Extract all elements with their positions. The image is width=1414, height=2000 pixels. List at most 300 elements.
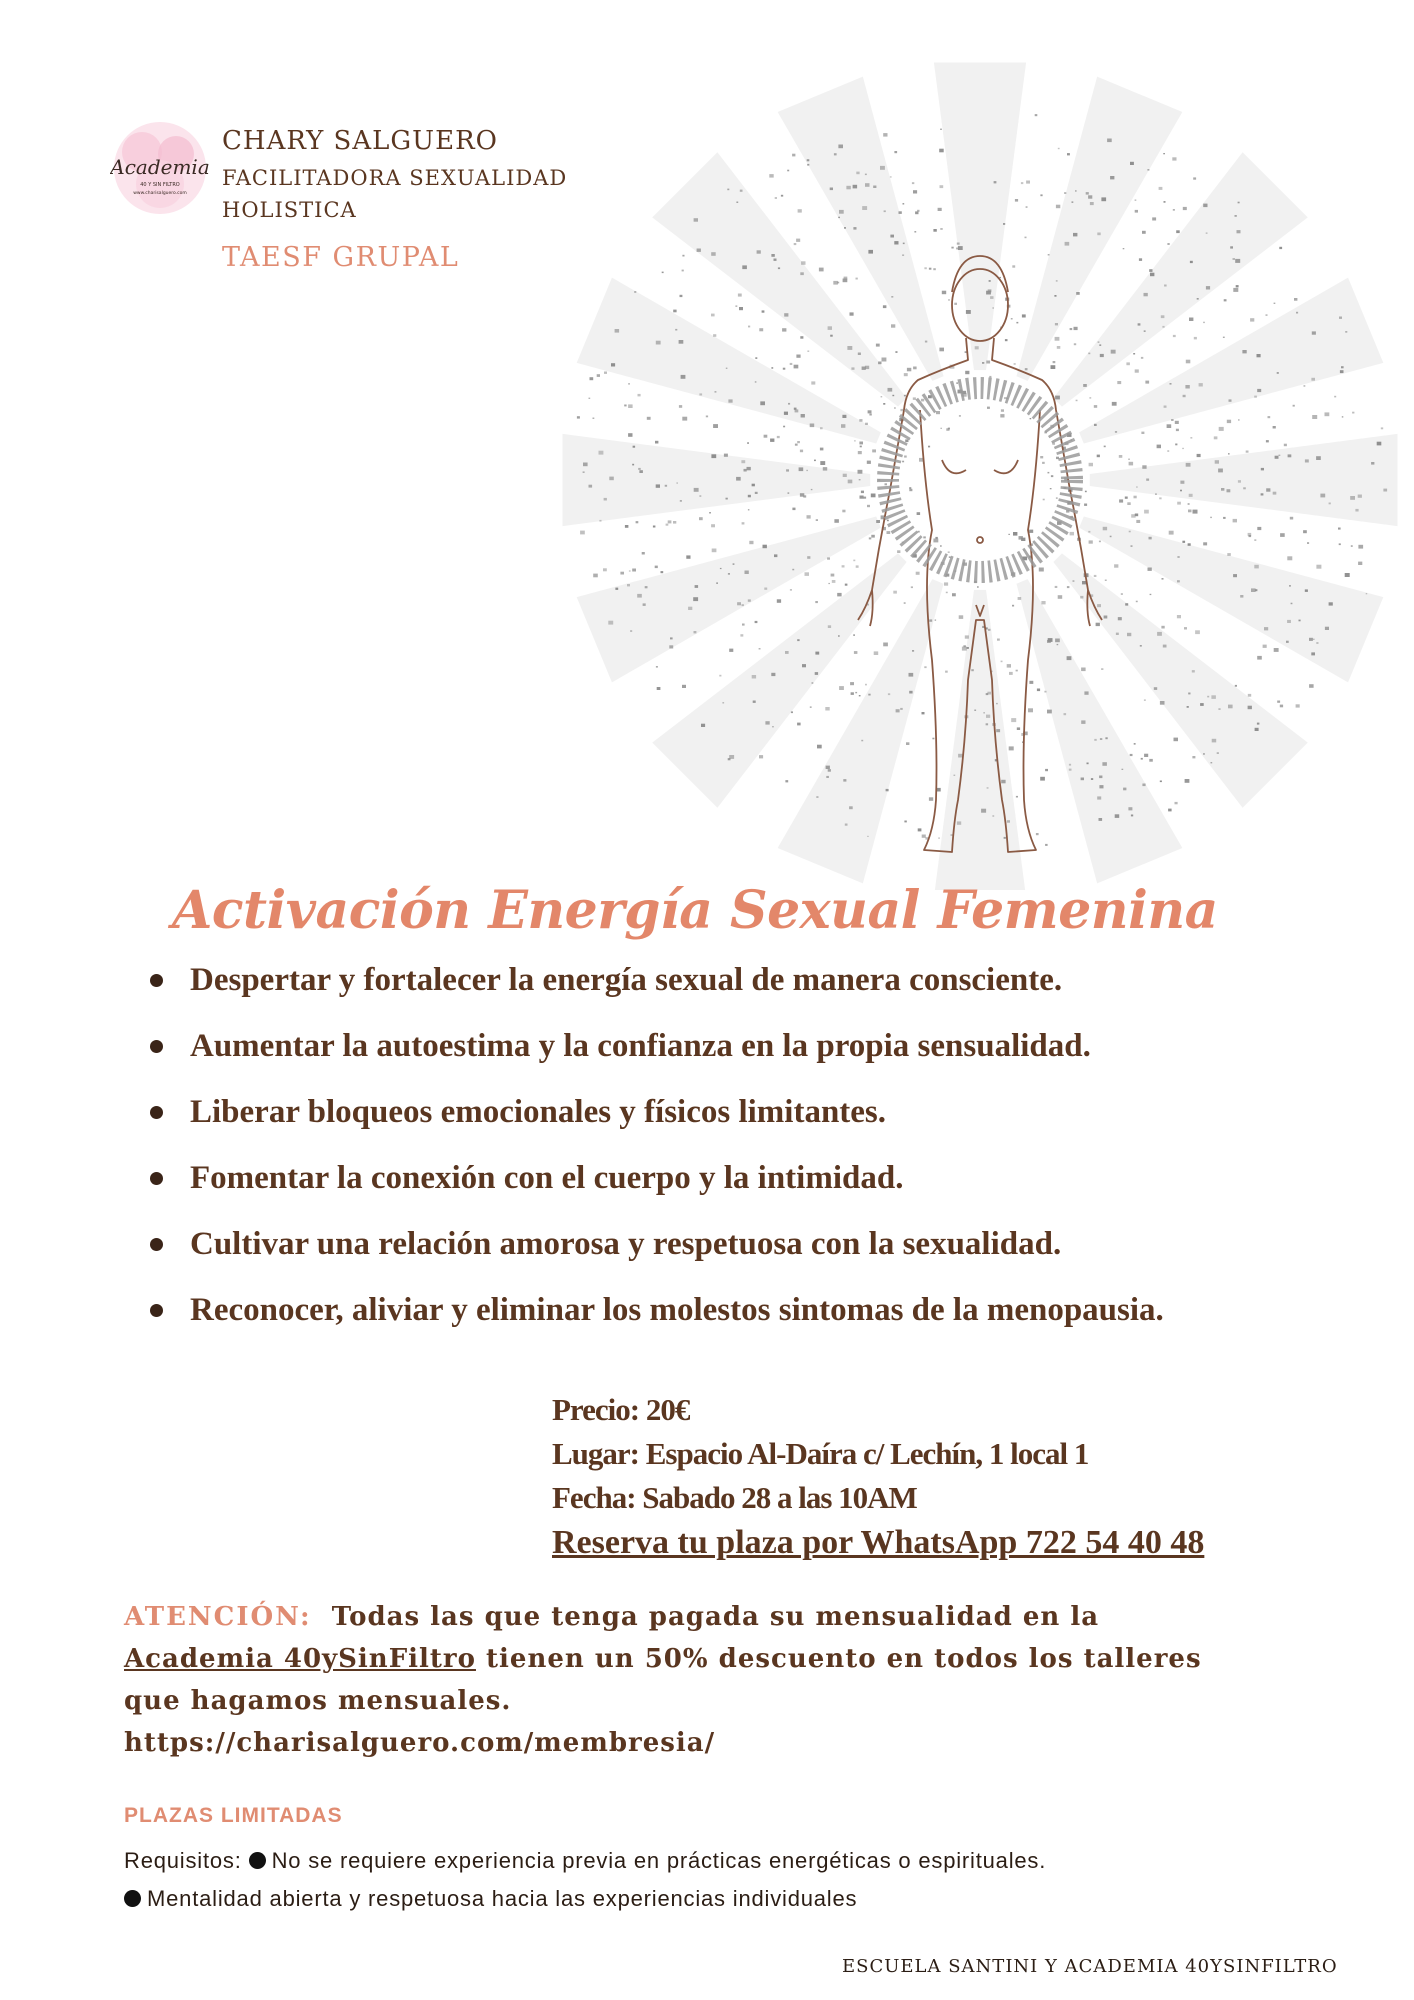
particle bbox=[1233, 258, 1236, 260]
particle bbox=[1099, 776, 1102, 779]
particle bbox=[1105, 737, 1107, 739]
particle bbox=[815, 601, 818, 603]
particle bbox=[1055, 396, 1060, 400]
light-rays bbox=[563, 63, 1398, 890]
particle bbox=[956, 248, 958, 250]
particle bbox=[1041, 601, 1045, 604]
footer-credit: ESCUELA SANTINI Y ACADEMIA 40YSINFILTRO bbox=[842, 1956, 1338, 1977]
particle bbox=[946, 592, 948, 594]
particle bbox=[867, 505, 870, 507]
particle bbox=[871, 494, 876, 498]
requirements-label: Requisitos: bbox=[124, 1848, 242, 1873]
particle bbox=[783, 368, 786, 370]
particle bbox=[785, 780, 788, 782]
particle bbox=[1051, 365, 1056, 369]
particle bbox=[638, 468, 641, 470]
particle bbox=[1026, 206, 1028, 208]
particle bbox=[907, 368, 911, 372]
particle bbox=[1381, 427, 1383, 429]
particle bbox=[1072, 201, 1074, 203]
particle bbox=[1115, 431, 1117, 433]
particle bbox=[1274, 303, 1276, 304]
particle bbox=[830, 188, 833, 191]
particle bbox=[1296, 704, 1300, 707]
particle bbox=[842, 565, 845, 567]
particle bbox=[716, 582, 718, 584]
list-item: Despertar y fortalecer la energía sexual de manera consciente. bbox=[150, 960, 1164, 1026]
particle bbox=[1173, 335, 1176, 337]
particle bbox=[1162, 578, 1164, 580]
particle bbox=[1174, 738, 1179, 742]
particle bbox=[1101, 197, 1106, 201]
particle bbox=[1134, 743, 1136, 745]
particle bbox=[1279, 247, 1282, 249]
particle bbox=[1081, 720, 1085, 724]
particle bbox=[656, 666, 658, 668]
particle bbox=[679, 405, 682, 408]
particle bbox=[1176, 429, 1179, 431]
particle bbox=[1110, 536, 1112, 538]
particle bbox=[711, 454, 716, 458]
particle bbox=[957, 821, 961, 824]
particle bbox=[733, 563, 735, 564]
particle bbox=[679, 340, 684, 344]
particle bbox=[1018, 597, 1022, 600]
particle bbox=[986, 715, 990, 718]
particle bbox=[909, 691, 912, 694]
particle bbox=[1242, 350, 1246, 353]
particle bbox=[1284, 444, 1287, 447]
particle bbox=[1001, 661, 1003, 663]
particle bbox=[624, 405, 626, 407]
particle bbox=[885, 483, 888, 485]
particle bbox=[987, 787, 989, 789]
particle bbox=[965, 351, 967, 353]
particle bbox=[1238, 202, 1240, 204]
particle bbox=[832, 580, 836, 583]
particle bbox=[1188, 693, 1190, 695]
particle bbox=[1223, 517, 1226, 519]
particle bbox=[1329, 503, 1331, 505]
particle bbox=[792, 569, 794, 571]
particle bbox=[992, 815, 994, 816]
particle bbox=[954, 775, 956, 776]
particle bbox=[760, 401, 765, 405]
particle bbox=[1019, 536, 1023, 540]
particle bbox=[1203, 322, 1205, 323]
membership-url[interactable]: https://charisalguero.com/membresia/ bbox=[124, 1728, 716, 1758]
particle bbox=[748, 599, 751, 601]
particle bbox=[662, 272, 664, 274]
particle bbox=[1098, 341, 1100, 343]
particle bbox=[1316, 642, 1318, 644]
particle bbox=[1345, 331, 1347, 333]
particle bbox=[720, 568, 722, 569]
particle bbox=[1097, 455, 1100, 458]
particle bbox=[1150, 273, 1154, 277]
particle bbox=[861, 740, 863, 742]
particle bbox=[742, 265, 747, 269]
particle bbox=[639, 470, 643, 473]
particle bbox=[1277, 701, 1280, 703]
particle bbox=[1200, 703, 1204, 706]
particle bbox=[1117, 381, 1121, 384]
particle bbox=[795, 444, 798, 446]
particle bbox=[1177, 502, 1181, 505]
particle bbox=[1110, 176, 1114, 179]
particle bbox=[1182, 541, 1185, 543]
particle bbox=[608, 621, 613, 625]
particle bbox=[864, 497, 867, 499]
particle bbox=[1075, 190, 1077, 191]
requirements: Requisitos: No se requiere experiencia previa en prácticas energéticas o espirituales. Mentalidad abierta y respetuosa hacia las experiencias individuales bbox=[124, 1848, 1047, 1911]
particle bbox=[869, 537, 872, 539]
particle bbox=[868, 410, 872, 413]
particle bbox=[1227, 553, 1231, 556]
particle bbox=[1138, 323, 1141, 325]
particle bbox=[1014, 363, 1016, 365]
bullet-icon bbox=[150, 1040, 163, 1053]
particle bbox=[724, 454, 728, 457]
particle bbox=[996, 729, 1000, 732]
particle bbox=[922, 835, 926, 838]
particle bbox=[940, 129, 942, 130]
particle bbox=[1057, 346, 1061, 349]
particle bbox=[1142, 231, 1146, 234]
particle bbox=[711, 314, 715, 317]
particle bbox=[871, 535, 875, 538]
particle bbox=[1084, 691, 1088, 694]
particle bbox=[982, 362, 984, 364]
particle bbox=[935, 620, 937, 621]
particle bbox=[1141, 758, 1143, 760]
particle bbox=[1207, 696, 1209, 698]
particle bbox=[945, 671, 948, 673]
particle bbox=[1090, 202, 1094, 205]
particle bbox=[963, 645, 966, 647]
particle bbox=[1383, 489, 1387, 492]
particle bbox=[1313, 639, 1315, 640]
particle bbox=[1149, 269, 1152, 272]
particle bbox=[1011, 718, 1016, 722]
particle bbox=[845, 584, 848, 586]
particle bbox=[729, 755, 734, 759]
particle bbox=[1266, 314, 1268, 316]
particle bbox=[681, 375, 686, 379]
particle bbox=[858, 451, 862, 454]
particle bbox=[603, 568, 607, 571]
particle bbox=[1122, 769, 1124, 770]
particle bbox=[1352, 412, 1354, 414]
particle bbox=[888, 388, 893, 392]
particle bbox=[1001, 780, 1005, 784]
particle bbox=[728, 573, 730, 575]
particle bbox=[965, 635, 969, 638]
particle bbox=[904, 395, 906, 397]
particle bbox=[1177, 615, 1181, 618]
benefits-list bbox=[150, 960, 1164, 1356]
particle bbox=[790, 363, 793, 365]
particle bbox=[1040, 777, 1045, 781]
particle bbox=[771, 367, 773, 369]
particle bbox=[682, 417, 687, 421]
particle bbox=[1159, 497, 1161, 499]
particle bbox=[615, 588, 618, 590]
particle bbox=[1135, 369, 1139, 372]
particle bbox=[799, 467, 804, 471]
particle bbox=[1016, 796, 1018, 798]
particle bbox=[627, 584, 630, 586]
particle bbox=[1146, 479, 1149, 481]
particle bbox=[657, 687, 661, 690]
particle bbox=[630, 630, 632, 632]
particle bbox=[837, 282, 839, 284]
particle bbox=[853, 185, 858, 189]
academia-logo bbox=[110, 118, 210, 218]
particle bbox=[1097, 604, 1101, 607]
particle bbox=[774, 554, 777, 557]
particle bbox=[722, 702, 724, 703]
particle bbox=[796, 355, 800, 358]
whatsapp-reserve-link[interactable]: Reserva tu plaza por WhatsApp 722 54 40 48 bbox=[552, 1524, 1205, 1561]
particle bbox=[823, 467, 827, 471]
particle bbox=[956, 382, 958, 383]
particle bbox=[861, 491, 864, 494]
attention-notice: ATENCIÓN: Todas las que tenga pagada su mensualidad en la Academia 40ySinFiltro tienen un 50% descuento en todos los talleres que hagamos mensuales. https://charisalguero.com/membresia/ bbox=[124, 1602, 1202, 1758]
particle bbox=[860, 446, 862, 448]
particle bbox=[781, 195, 783, 197]
particle bbox=[1305, 589, 1308, 592]
particle bbox=[854, 440, 856, 441]
particle bbox=[1056, 205, 1060, 209]
particle bbox=[1184, 627, 1187, 629]
particle bbox=[711, 252, 716, 256]
particle bbox=[1134, 496, 1137, 499]
particle bbox=[894, 241, 898, 244]
particle bbox=[834, 153, 837, 155]
particle bbox=[811, 381, 815, 384]
particle bbox=[1280, 533, 1285, 537]
particle bbox=[940, 185, 944, 188]
particle bbox=[1026, 181, 1030, 184]
particle bbox=[737, 602, 741, 605]
particle bbox=[1358, 495, 1362, 498]
particle bbox=[599, 520, 601, 522]
particle bbox=[887, 531, 891, 534]
particle bbox=[1224, 299, 1227, 301]
particle bbox=[1021, 182, 1023, 184]
particle bbox=[1055, 337, 1060, 341]
particle bbox=[1135, 514, 1138, 517]
particle bbox=[764, 588, 767, 590]
particle bbox=[891, 324, 895, 327]
particle bbox=[966, 310, 971, 314]
particle bbox=[1299, 620, 1301, 622]
particle bbox=[828, 326, 832, 330]
particle bbox=[845, 824, 848, 826]
particle bbox=[1089, 397, 1091, 398]
particle bbox=[1055, 323, 1058, 325]
particle bbox=[1243, 487, 1246, 489]
particle bbox=[1125, 497, 1128, 499]
particle bbox=[883, 133, 887, 137]
particle bbox=[1248, 706, 1252, 710]
particle bbox=[865, 423, 868, 425]
particle bbox=[745, 571, 749, 575]
particle bbox=[1015, 199, 1018, 202]
particle bbox=[825, 707, 829, 711]
particle bbox=[1307, 542, 1309, 544]
particle bbox=[1051, 475, 1053, 477]
particle bbox=[807, 515, 811, 518]
particle bbox=[655, 566, 658, 569]
particle bbox=[854, 651, 858, 654]
particle bbox=[694, 488, 699, 492]
particle bbox=[688, 607, 692, 610]
particle bbox=[1130, 754, 1133, 756]
particle bbox=[1192, 670, 1195, 672]
particle bbox=[792, 154, 795, 157]
particle bbox=[1266, 440, 1269, 442]
particle bbox=[800, 272, 804, 275]
particle bbox=[1039, 568, 1044, 572]
particle bbox=[1341, 366, 1344, 368]
particle bbox=[1273, 426, 1276, 429]
particle bbox=[1351, 545, 1353, 547]
particle bbox=[904, 821, 906, 823]
particle bbox=[699, 517, 703, 520]
particle bbox=[883, 403, 885, 405]
particle bbox=[742, 522, 745, 524]
particle bbox=[971, 669, 974, 671]
particle bbox=[1254, 565, 1259, 569]
bullet-icon bbox=[124, 1890, 141, 1907]
particle bbox=[742, 624, 745, 626]
particle bbox=[841, 424, 845, 428]
particle bbox=[933, 539, 938, 543]
particle bbox=[728, 399, 732, 402]
particle bbox=[1136, 486, 1138, 487]
particle bbox=[1025, 368, 1028, 370]
particle bbox=[1183, 207, 1187, 210]
particle bbox=[1257, 354, 1261, 357]
particle bbox=[1293, 405, 1295, 407]
particle bbox=[1115, 814, 1120, 818]
particle bbox=[853, 634, 855, 635]
particle bbox=[628, 404, 633, 408]
particle bbox=[1177, 556, 1179, 558]
particle bbox=[951, 247, 953, 249]
particle bbox=[914, 231, 916, 232]
particle bbox=[1127, 502, 1130, 505]
particle bbox=[798, 209, 802, 212]
particle bbox=[1040, 194, 1042, 196]
particle bbox=[790, 589, 792, 591]
particle bbox=[874, 651, 879, 655]
academia-link[interactable]: Academia 40ySinFiltro bbox=[124, 1644, 476, 1674]
particle bbox=[1286, 641, 1289, 643]
particle bbox=[878, 362, 881, 365]
particle bbox=[959, 615, 964, 619]
particle bbox=[1069, 764, 1071, 766]
particle bbox=[1097, 796, 1101, 799]
particle bbox=[1334, 396, 1336, 398]
particle bbox=[981, 809, 986, 813]
particle bbox=[1248, 694, 1251, 697]
particle bbox=[1218, 469, 1223, 473]
particle bbox=[1160, 701, 1165, 705]
particle bbox=[990, 296, 993, 299]
facilitator-role-line1: FACILITADORA SEXUALIDAD bbox=[222, 166, 568, 190]
particle bbox=[783, 426, 785, 428]
particle bbox=[1164, 285, 1167, 287]
light-ray bbox=[1079, 516, 1383, 682]
particle bbox=[709, 512, 711, 514]
particle bbox=[796, 239, 800, 242]
particle bbox=[1099, 344, 1101, 346]
particle bbox=[686, 555, 690, 558]
particle bbox=[830, 335, 833, 337]
particle bbox=[859, 479, 861, 480]
particle bbox=[1329, 602, 1333, 605]
particle bbox=[1121, 593, 1123, 595]
particle bbox=[1257, 389, 1261, 392]
particle bbox=[1128, 807, 1132, 810]
particle bbox=[904, 602, 906, 604]
particle bbox=[948, 551, 950, 553]
list-item: Reconocer, aliviar y eliminar los molestos sintomas de la menopausia. bbox=[150, 1290, 1164, 1356]
particle bbox=[1217, 752, 1219, 754]
particle bbox=[1186, 360, 1191, 364]
particle bbox=[753, 701, 756, 703]
particle bbox=[1047, 640, 1051, 643]
particle bbox=[872, 449, 876, 452]
particle bbox=[1029, 681, 1033, 684]
particle bbox=[1094, 405, 1097, 408]
particle bbox=[757, 250, 761, 253]
particle bbox=[645, 586, 648, 588]
particle bbox=[884, 210, 886, 212]
particle bbox=[661, 571, 664, 573]
particle bbox=[911, 586, 913, 588]
particle bbox=[787, 170, 789, 172]
particle bbox=[858, 470, 863, 474]
particle bbox=[668, 520, 672, 523]
particle bbox=[869, 414, 871, 416]
particle bbox=[807, 164, 809, 166]
particle bbox=[752, 484, 755, 487]
particle bbox=[800, 450, 803, 453]
particle bbox=[951, 834, 953, 836]
particle bbox=[876, 344, 880, 347]
particle bbox=[1192, 756, 1195, 758]
bullet-icon bbox=[150, 1238, 163, 1251]
particle bbox=[1009, 746, 1014, 750]
particle bbox=[1177, 580, 1180, 582]
particle bbox=[959, 415, 961, 417]
particle bbox=[1118, 617, 1122, 620]
svg-text:www.charisalguero.com: www.charisalguero.com bbox=[133, 191, 187, 196]
particle bbox=[763, 545, 767, 549]
particle bbox=[611, 363, 615, 366]
particle bbox=[906, 742, 909, 745]
particle bbox=[755, 621, 758, 623]
particle bbox=[593, 574, 598, 578]
particle bbox=[1135, 210, 1138, 213]
particle bbox=[735, 305, 737, 307]
particle bbox=[1193, 510, 1198, 514]
particle bbox=[1114, 564, 1118, 567]
